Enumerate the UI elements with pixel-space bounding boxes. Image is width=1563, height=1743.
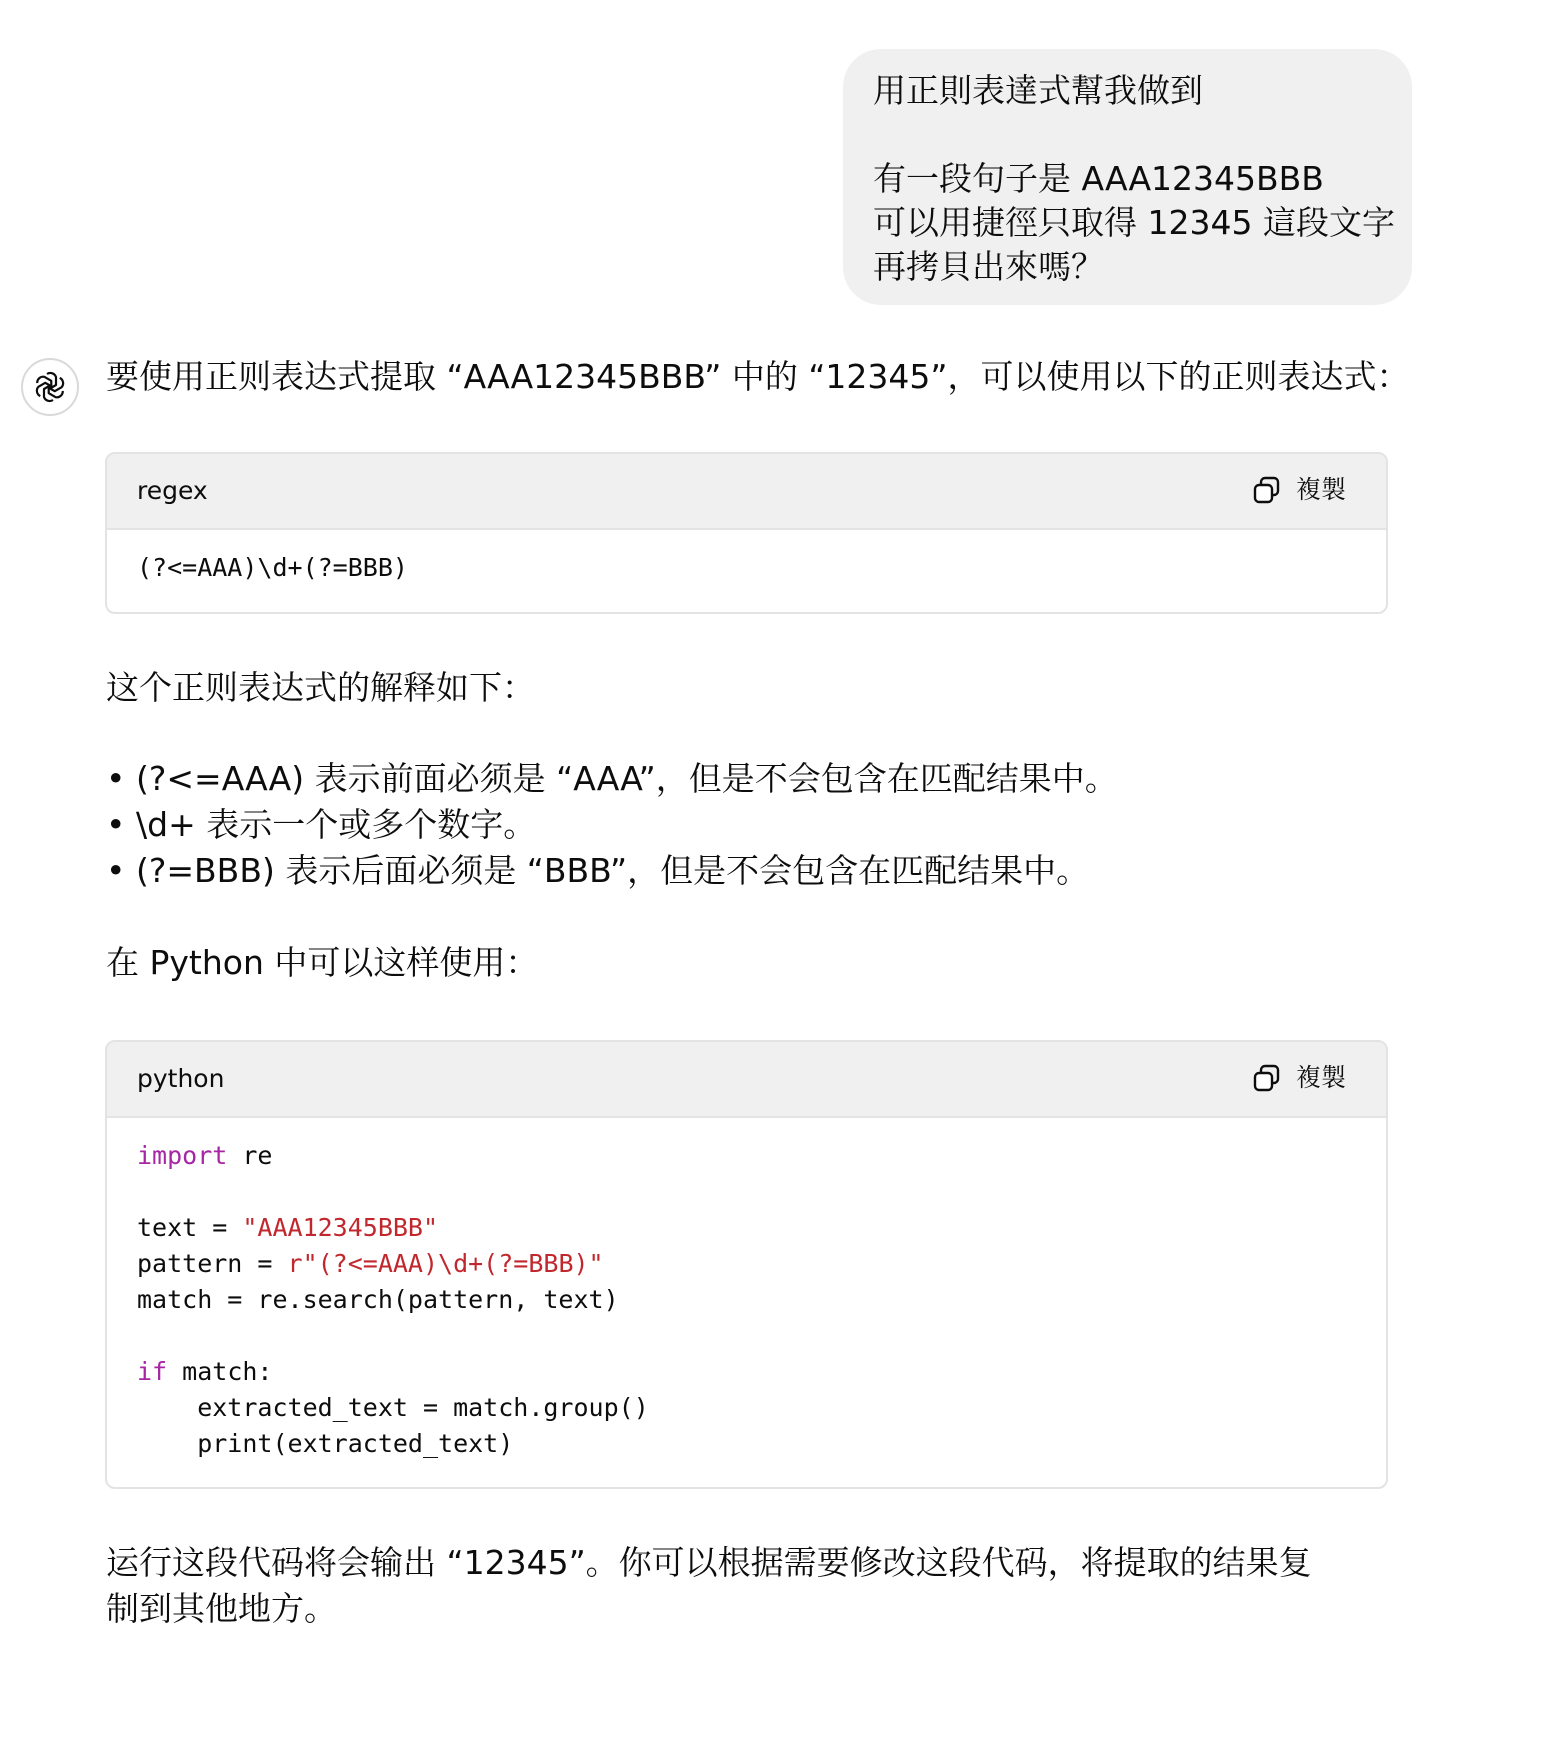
list-item-text: (?<=AAA) 表示前面必须是 “AAA”，但是不会包含在匹配结果中。 — [136, 759, 1118, 798]
bullet-marker: • — [106, 851, 126, 890]
code-string: "AAA12345BBB" — [242, 1213, 439, 1242]
explanation-heading: 这个正则表达式的解释如下： — [106, 668, 535, 707]
user-message-line: 用正則表達式幫我做到 — [873, 71, 1203, 110]
code-block-body — [107, 530, 1386, 606]
code-text: text = — [137, 1213, 243, 1242]
user-message-bubble — [843, 49, 1412, 305]
user-message-line: 有一段句子是 AAA12345BBB — [873, 159, 1324, 198]
python-intro-text: 在 Python 中可以这样使用： — [106, 943, 539, 982]
code-text: match: — [167, 1357, 273, 1386]
code-block-body — [107, 1118, 1386, 1482]
user-message-line: 可以用捷徑只取得 12345 這段文字 — [873, 203, 1395, 242]
list-item — [106, 849, 1089, 893]
python-code-block — [105, 1040, 1388, 1489]
code-text: pattern = — [137, 1249, 288, 1278]
list-item-text: \d+ 表示一个或多个数字。 — [136, 805, 537, 844]
code-line: extracted_text = match.group() — [137, 1393, 649, 1422]
code-string: r"(?<=AAA)\d+(?=BBB)" — [287, 1249, 604, 1278]
code-line — [137, 1246, 1356, 1282]
list-item — [106, 803, 536, 847]
code-text: re — [227, 1141, 273, 1170]
list-item-text: (?=BBB) 表示后面必须是 “BBB”，但是不会包含在匹配结果中。 — [136, 851, 1090, 890]
code-blank-line — [137, 1174, 1356, 1210]
copy-button-label: 複製 — [1295, 1063, 1346, 1092]
assistant-avatar — [21, 358, 79, 416]
copy-icon — [1252, 1063, 1282, 1093]
assistant-intro-text: 要使用正则表达式提取 “AAA12345BBB” 中的 “12345”，可以使用以下的正则表达式： — [106, 357, 1410, 396]
code-line — [137, 1210, 1356, 1246]
code-line: (?<=AAA)\d+(?=BBB) — [137, 553, 408, 582]
user-message-line: 再拷貝出來嗎？ — [873, 247, 1104, 286]
code-line — [137, 1354, 1356, 1390]
code-line — [137, 1138, 1356, 1174]
copy-code-button[interactable] — [1252, 1060, 1346, 1096]
user-message-line — [873, 113, 1382, 157]
code-blank-line — [137, 1318, 1356, 1354]
code-keyword: if — [137, 1357, 168, 1386]
openai-logo-icon — [32, 369, 68, 405]
copy-icon — [1252, 475, 1282, 505]
code-language-label: regex — [137, 476, 208, 505]
bullet-marker: • — [106, 805, 126, 844]
bullet-marker: • — [106, 759, 126, 798]
list-item — [106, 757, 1118, 801]
code-keyword: import — [137, 1141, 228, 1170]
code-language-label: python — [137, 1064, 225, 1093]
copy-button-label: 複製 — [1295, 475, 1346, 504]
code-block-header — [107, 1042, 1386, 1118]
copy-code-button[interactable] — [1252, 472, 1346, 508]
code-line: match = re.search(pattern, text) — [137, 1285, 619, 1314]
regex-code-block — [105, 452, 1388, 614]
assistant-outro-text: 运行这段代码将会输出 “12345”。你可以根据需要修改这段代码，将提取的结果复 — [106, 1543, 1312, 1582]
code-block-header — [107, 454, 1386, 530]
code-line: print(extracted_text) — [137, 1429, 514, 1458]
assistant-outro-text: 制到其他地方。 — [106, 1589, 337, 1628]
